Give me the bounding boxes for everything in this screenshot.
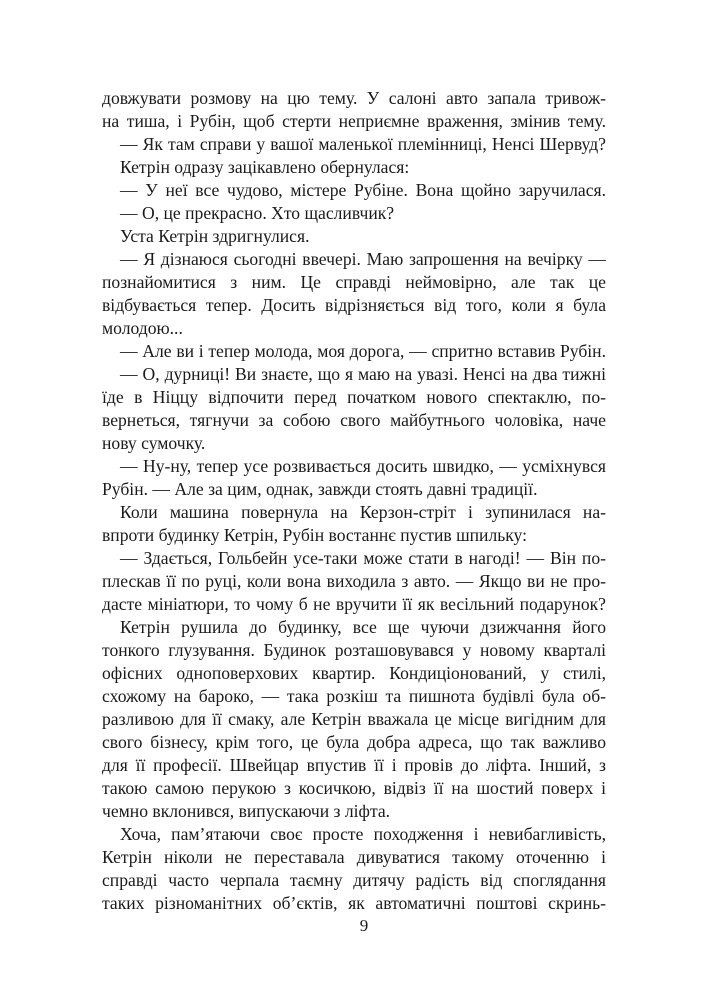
text-line: таких різноманітних об’єктів, як автоматичні поштові скринь-	[102, 893, 606, 913]
text-line: — Здається, Гольбейн усе-таки може стати в нагоді! — Він по-	[120, 548, 606, 568]
text-line: Кетрін одразу зацікавлено обернулася:	[120, 157, 410, 177]
text-line: такою самою перукою з косичкою, відвіз її на шостий поверх і	[102, 778, 606, 798]
text-line: — Як там справи у вашої маленької племінниці, Ненсі Шервуд?	[120, 134, 606, 154]
text-line: схожому на бароко, — така розкіш та пишнота будівлі була об-	[102, 686, 606, 706]
text-line: Кетрін ніколи не переставала дивуватися такому оточенню і	[102, 847, 606, 867]
text-line: довжувати розмову на цю тему. У салоні авто запала тривож-	[102, 88, 606, 108]
text-line: на тиша, і Рубін, щоб стерти неприємне враження, змінив тему.	[102, 111, 606, 131]
text-line: дасте мініатюри, то чому б не вручити її як весільний подарунок?	[102, 594, 606, 614]
text-line: їде в Ніццу відпочити перед початком нового спектаклю, по-	[102, 387, 606, 407]
text-line: Кетрін рушила до будинку, все ще чуючи дзижчання його	[120, 617, 606, 637]
text-line: — Але ви і тепер молода, моя дорога, — спритно вставив Рубін.	[120, 341, 606, 361]
text-line: тонкого глузування. Будинок розташовувався у новому кварталі	[102, 640, 606, 660]
text-line: впроти будинку Кетрін, Рубін востаннє пустив шпильку:	[102, 525, 527, 545]
text-line: вернеться, тягнучи за собою свого майбутнього чоловіка, наче	[102, 410, 606, 430]
text-line: справді часто черпала таємну дитячу радість від споглядання	[102, 870, 606, 890]
text-line: для її професії. Швейцар впустив її і провів до ліфта. Інший, з	[102, 755, 606, 775]
text-line: молодою...	[102, 318, 183, 338]
text-line: чемно вклонився, випускаючи з ліфта.	[102, 801, 391, 821]
text-line: Коли машина повернула на Керзон-стріт і зупинилася на-	[120, 502, 606, 522]
text-line: — Ну-ну, тепер усе розвивається досить швидко, — усміхнувся	[120, 456, 606, 476]
text-line: плескав її по руці, коли вона виходила з авто. — Якщо ви не про-	[102, 571, 606, 591]
text-line: — О, дурниці! Ви знаєте, що я маю на увазі. Ненсі на два тижні	[120, 364, 606, 384]
text-line: — У неї все чудово, містере Рубіне. Вона щойно заручилася.	[120, 180, 606, 200]
text-line: нову сумочку.	[102, 433, 206, 453]
text-line: свого бізнесу, крім того, це була добра адреса, що так важливо	[102, 732, 606, 752]
text-line: Рубін. — Але за цим, однак, завжди стоять давні традиції.	[102, 479, 538, 499]
text-line: — О, це прекрасно. Хто щасливчик?	[120, 203, 395, 223]
text-line: відбувається тепер. Досить відрізняється від того, коли я була	[102, 295, 606, 315]
text-line: офісних одноповерхових квартир. Кондиціонований, у стилі,	[102, 663, 606, 683]
text-line: Хоча, пам’ятаючи своє просте походження і невибагливість,	[120, 824, 606, 844]
text-line: разливою для її смаку, але Кетрін вважала це місце вигідним для	[102, 709, 606, 729]
text-line: Уста Кетрін здригнулися.	[120, 226, 310, 246]
text-line: — Я дізнаюся сьогодні ввечері. Маю запрошення на вечірку —	[120, 249, 606, 269]
page-number: 9	[359, 916, 369, 935]
text-line: познайомитися з ним. Це справді неймовірно, але так це	[102, 272, 606, 292]
